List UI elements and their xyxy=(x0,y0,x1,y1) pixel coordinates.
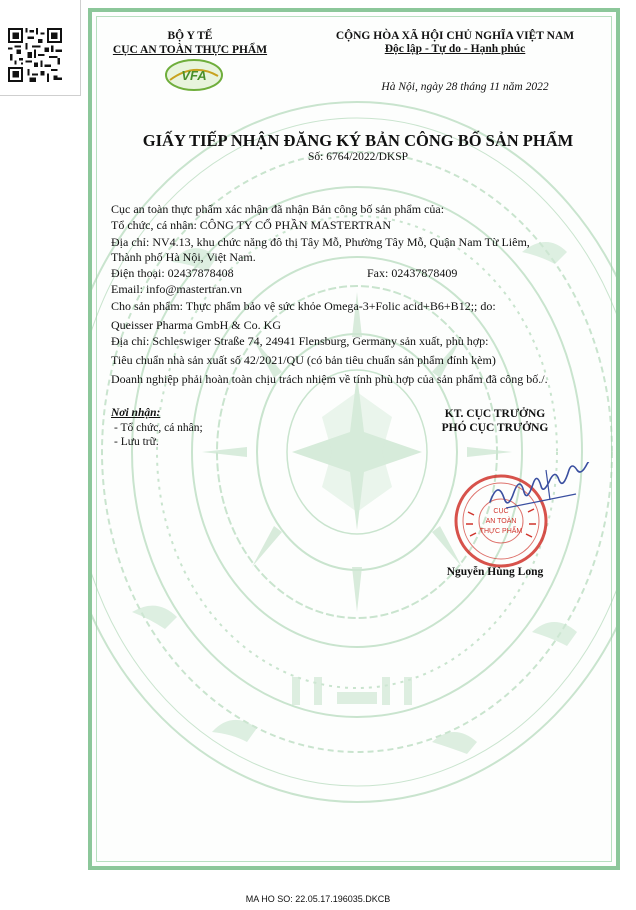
bronze-drum-watermark xyxy=(88,92,620,812)
svg-text:CỤC: CỤC xyxy=(493,508,509,515)
address-line-1: Địa chỉ: NV4.13, khu chức năng đô thị Tây Mỗ, Phường Tây Mỗ, Quận Nam Từ Liêm, xyxy=(111,235,530,249)
fax: Fax: 02437878409 xyxy=(367,266,458,280)
address-line-2: Thành phố Hà Nội, Việt Nam. xyxy=(111,250,256,264)
intro-text: Cục an toàn thực phẩm xác nhận đã nhận Bản công bố sản phẩm của: xyxy=(111,202,445,216)
recipients-label: Nơi nhận: xyxy=(111,407,161,419)
vfa-logo-text: VFA xyxy=(181,68,207,83)
national-motto: Độc lập - Tự do - Hạnh phúc xyxy=(384,43,526,55)
phone: Điện thoại: 02437878408 xyxy=(111,266,234,280)
place-date: Hà Nội, ngày 28 tháng 11 năm 2022 xyxy=(381,81,549,93)
manufacturer-address: Địa chỉ: Schleswiger Straße 74, 24941 Flensburg, Germany sản xuất, phù hợp: xyxy=(111,334,489,348)
recipient-item: - Lưu trữ. xyxy=(114,436,159,448)
handwritten-signature xyxy=(486,462,606,517)
signatory-name: Nguyễn Hùng Long xyxy=(446,566,544,578)
responsibility-statement: Doanh nghiệp phải hoàn toàn chịu trách nhiệm về tính phù hợp của sản phẩm đã công bố./. xyxy=(111,372,548,386)
document-title: GIẤY TIẾP NHẬN ĐĂNG KÝ BẢN CÔNG BỐ SẢN PHẨM xyxy=(142,131,574,150)
manufacturer: Queisser Pharma GmbH & Co. KG xyxy=(111,318,281,332)
dossier-code: MA HO SO: 22.05.17.196035.DKCB xyxy=(245,894,391,904)
organization: Tổ chức, cá nhân: CÔNG TY CỔ PHẦN MASTERTRAN xyxy=(111,218,392,232)
signatory-role: KT. CỤC TRƯỞNG xyxy=(444,408,546,420)
svg-text:THỰC PHẨM: THỰC PHẨM xyxy=(479,528,523,535)
recipient-item: - Tổ chức, cá nhân; xyxy=(114,422,203,434)
svg-text:AN TOÀN: AN TOÀN xyxy=(485,518,517,525)
email: Email: info@mastertran.vn xyxy=(111,282,243,296)
ministry-name: BỘ Y TẾ xyxy=(167,30,213,42)
standard: Tiêu chuẩn nhà sản xuất số 42/2021/QU (có bản tiêu chuẩn sản phẩm đính kèm) xyxy=(111,353,496,367)
qr-code-icon xyxy=(8,28,62,82)
vfa-logo xyxy=(164,58,224,92)
department-name: CỤC AN TOÀN THỰC PHẨM xyxy=(112,44,268,56)
registration-number: Số: 6764/2022/DKSP xyxy=(307,151,408,163)
signatory-subrole: PHÓ CỤC TRƯỞNG xyxy=(441,422,549,434)
qr-code-panel xyxy=(0,0,81,96)
product: Cho sản phẩm: Thực phẩm bảo vệ sức khỏe Omega-3+Folic acid+B6+B12;; do: xyxy=(111,299,496,313)
country-name: CỘNG HÒA XÃ HỘI CHỦ NGHĨA VIỆT NAM xyxy=(335,30,575,42)
